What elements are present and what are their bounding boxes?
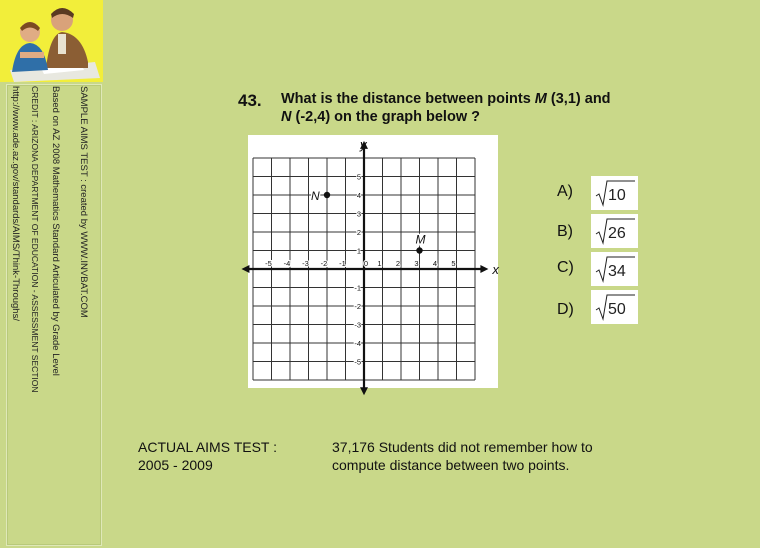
answer-b-value[interactable] [591, 214, 638, 248]
radicand-a: 10 [608, 187, 626, 204]
x-axis-arrow-right [480, 265, 488, 273]
credit-line-standard: Based on AZ 2008 Mathematics Standard Articulated by Grade Level [50, 86, 61, 376]
actual-test-years: 2005 - 2009 [138, 457, 213, 473]
credit-line-url: http://www.ade.az.gov/standards/AIMS/Think-Throughs/ [10, 86, 21, 321]
credit-line-ade: CREDIT : ARIZONA DEPARTMENT OF EDUCATION - ASSESSMENT SECTION [30, 86, 40, 393]
y-axis-arrow-down [360, 387, 368, 395]
answer-d-value[interactable] [591, 290, 638, 324]
actual-test-line-1: ACTUAL AIMS TEST : [138, 439, 278, 455]
y-tick-label: -3 [354, 320, 361, 330]
question-part-2: (3,1) and [546, 91, 611, 107]
x-tick-label: 2 [395, 259, 401, 268]
x-tick-label: 3 [414, 259, 419, 268]
question-text [281, 90, 681, 126]
answer-b-label[interactable]: B) [557, 223, 573, 240]
y-tick-label: 2 [356, 228, 361, 237]
x-tick-label: -2 [320, 259, 328, 268]
student-statistic-line-2: compute distance between two points. [332, 457, 570, 473]
student-statistic-line-1: 37,176 Students did not remember how to [332, 439, 593, 455]
credits-text [10, 86, 100, 546]
y-tick-label: 1 [356, 246, 361, 256]
x-tick-label: 5 [451, 259, 456, 268]
question-line-1 [281, 90, 681, 108]
y-tick-label: 3 [356, 209, 361, 219]
credit-line-created-by: SAMPLE AIMS TEST : created by WWW.INVBAT.COM [78, 86, 89, 318]
point-n-name: N [281, 109, 292, 125]
y-tick-label: -1 [354, 283, 361, 293]
radicand-d: 50 [608, 301, 626, 318]
point-label-m: M [415, 232, 426, 247]
answer-a-label[interactable]: A) [557, 183, 573, 200]
x-axis-arrow-left [241, 265, 249, 273]
y-axis-label: y [360, 137, 367, 152]
y-tick-label: 5 [356, 172, 361, 182]
point-m-name: M [534, 91, 547, 107]
question-number: 43. [238, 91, 262, 110]
x-axis-label: x [492, 262, 499, 277]
point-m [416, 247, 422, 253]
x-tick-label: -4 [283, 259, 291, 268]
answer-c-label[interactable]: C) [557, 259, 574, 276]
coordinate-graph [248, 135, 498, 388]
x-tick-label: 4 [432, 259, 438, 268]
question-line-2 [281, 108, 681, 126]
x-tick-label: 0 [363, 259, 369, 268]
y-tick-label: -5 [354, 357, 361, 367]
x-tick-label: 1 [377, 259, 382, 268]
student-statistic [332, 438, 593, 474]
radicand-b: 26 [608, 225, 626, 242]
teacher-student-clipart [0, 0, 103, 82]
x-tick-label: -3 [302, 259, 309, 268]
x-tick-label: -5 [265, 259, 272, 268]
question-part-3: (-2,4) on the graph below ? [291, 109, 480, 125]
coordinate-plane [248, 135, 498, 388]
answer-d-label[interactable]: D) [557, 301, 574, 318]
question-part-1: What is the distance between points [281, 91, 535, 107]
y-tick-label: 4 [356, 191, 361, 200]
answer-c-value[interactable] [591, 252, 638, 286]
actual-test-note [138, 438, 277, 474]
answer-a-value[interactable] [591, 176, 638, 210]
y-tick-label: -4 [354, 339, 361, 348]
y-tick-label: -2 [354, 302, 361, 311]
point-n [324, 192, 330, 198]
x-tick-label: -1 [339, 259, 346, 268]
point-label-n: N [311, 189, 320, 203]
radicand-c: 34 [608, 263, 626, 280]
